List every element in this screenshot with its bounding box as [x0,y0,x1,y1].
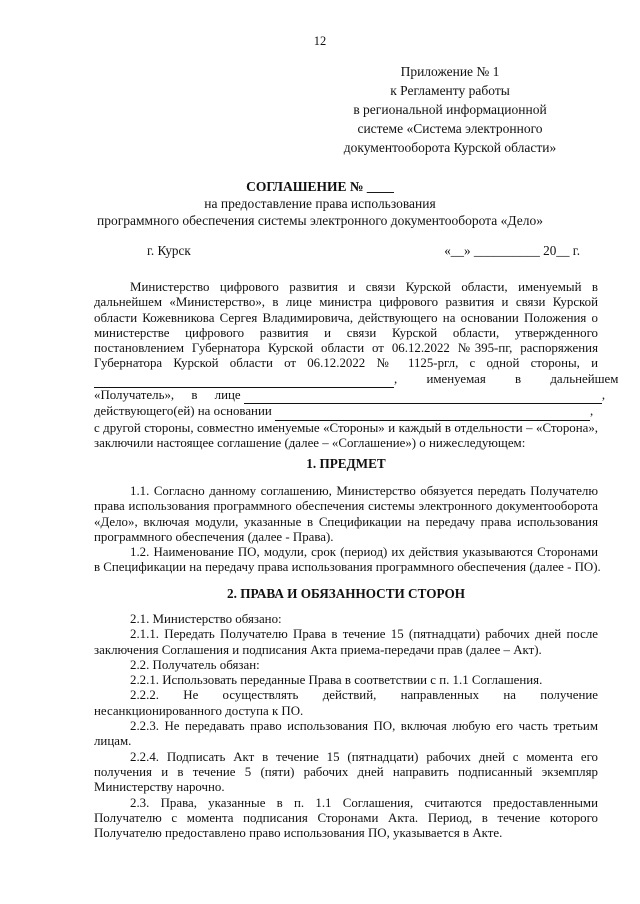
paragraph-line: заключения Соглашения и подписания Акта приема-передачи прав (далее – Акт). [94,642,542,657]
annex-header [300,62,600,157]
paragraph-line: 2.1. Министерство обязано: [130,612,282,626]
preamble-text: , [589,404,594,419]
preamble-line: постановлением Губернатора Курской области от 06.12.2022 №395-пг, распоряжения [94,341,598,356]
paragraph-line: программного обеспечения (далее - Права). [94,529,334,544]
agreement-title: СОГЛАШЕНИЕ № ____ [246,179,394,194]
blank-field [244,388,602,404]
paragraph-line: Министерству нарочно. [94,780,225,795]
paragraph-line: права использования программного обеспечения системы электронного документооборота [94,499,598,514]
preamble-line: министерстве цифрового развития и связи Курской области, утвержденного [94,325,598,340]
paragraph-line: 2.2.2. Не осуществлять действий, направленных на получение [130,688,598,703]
section-2-heading: 2. ПРАВА И ОБЯЗАННОСТИ СТОРОН [227,586,465,601]
annex-line: в региональной информационной [353,102,547,117]
agreement-title-block [0,178,640,229]
preamble-line: дальнейшем «Министерство», в лице министра цифрового развития и связи Курской [94,295,598,310]
preamble [94,280,619,451]
preamble-line [94,404,598,420]
preamble-text: «Получатель», в лице [94,388,241,403]
paragraph-line: Получателю с момента подписания Сторонами Акта. Период, в течение которого [94,810,598,825]
paragraph-line: 2.2.3. Не передавать право использования ПО, включая любую его часть третьим [130,719,598,734]
preamble-line: заключили настоящее соглашение (далее – «Соглашение») о нижеследующем: [94,435,526,450]
section-2 [94,612,598,841]
annex-line: системе «Система электронного [357,121,543,136]
page-number: 12 [313,34,327,48]
paragraph-line: 1.2. Наименование ПО, модули, срок (период) их действия указываются Сторонами [130,545,598,560]
preamble-line [94,371,619,388]
paragraph-line: 2.3. Права, указанные в п. 1.1 Соглашения, считаются предоставленными [130,795,598,810]
paragraph-line: Получателю предоставлено право использования ПО, указывается в Акте. [94,826,503,841]
section-1 [94,484,601,576]
paragraph-line: 2.2.4. Подписать Акт в течение 15 (пятнадцати) рабочих дней с момента его [130,749,598,764]
paragraph-line: несанкционированного доступа к ПО. [94,703,304,718]
agreement-subtitle: на предоставление права использования [204,196,436,211]
preamble-text: действующего(ей) на основании [94,404,272,419]
paragraph-line: «Дело», включая модули, указанные в Спецификации на передачу права использования [94,514,598,529]
paragraph-line: получения и в течение 5 (пяти) рабочих дней направить подписанный экземпляр [94,764,598,779]
preamble-text: , [601,388,606,403]
preamble-line: с другой стороны, совместно именуемые «Стороны» и каждый в отдельности – «Сторона», [94,420,598,435]
preamble-line: Губернатора Курской области от 06.12.2022 № 1125-ргл, с одной стороны, и [94,356,598,371]
blank-field [94,372,394,388]
annex-line: Приложение № 1 [400,64,500,79]
preamble-text: , именуемая в дальнейшем [394,371,619,386]
paragraph-line: 2.2.1. Использовать переданные Права в соответствии с п. 1.1 Соглашения. [130,673,543,688]
paragraph-line: 2.2. Получатель обязан: [130,657,260,672]
preamble-line: области Кожевникова Сергея Владимировича, действующего на основании Положения о [94,310,598,325]
section-1-heading: 1. ПРЕДМЕТ [306,456,386,471]
paragraph-line: 1.1. Согласно данному соглашению, Министерство обязуется передать Получателю [130,484,598,498]
city: г. Курск [147,243,191,258]
paragraph-line: 2.1.1. Передать Получателю Права в течение 15 (пятнадцати) рабочих дней после [130,627,598,642]
blank-field [275,404,590,420]
annex-line: к Регламенту работы [390,83,510,98]
agreement-subtitle: программного обеспечения системы электронного документооборота «Дело» [97,213,543,228]
preamble-line [94,388,606,404]
paragraph-line: лицам. [94,734,132,749]
paragraph-line: в Спецификации на передачу права использования программного обеспечения (далее - ПО). [94,560,601,575]
preamble-line: Министерство цифрового развития и связи Курской области, именуемый в [130,280,598,294]
annex-line: документооборота Курской области» [343,140,557,155]
date: «__» __________ 20__ г. [444,243,580,258]
